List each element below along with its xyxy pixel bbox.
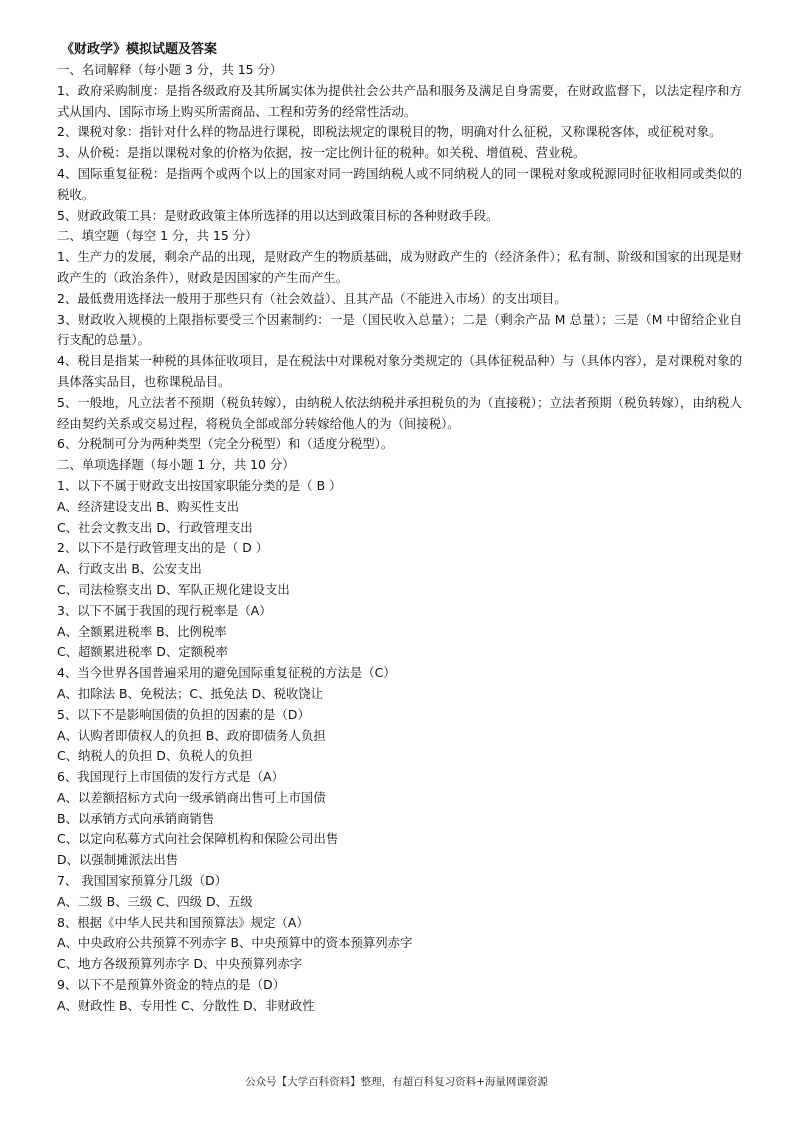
question-text: 9、以下不是预算外资金的特点的是（D） xyxy=(57,977,286,993)
question-options: C、地方各级预算列赤字 D、中央预算列赤字 xyxy=(57,956,303,972)
question-text: 2、以下不是行政管理支出的是（ D ） xyxy=(57,540,269,556)
definition-item: 1、政府采购制度：是指各级政府及其所属实体为提供社会公共产品和服务及满足自身需要，在财政监督下，以法定程序和方式从国内、国际市场上购买所需商品、工程和劳务的经常性活动。 xyxy=(57,82,742,119)
document-body xyxy=(57,40,742,1017)
fill-in-item: 6、分税制可分为两种类型（完全分税型）和（适度分税型）。 xyxy=(57,436,394,452)
question-options: B、以承销方式向承销商销售 xyxy=(57,810,215,826)
section-heading-definitions: 一、名词解释（每小题 3 分，共 15 分） xyxy=(57,62,283,77)
question-options: A、认购者即债权人的负担 B、政府即债务人负担 xyxy=(57,727,326,743)
question-options: A、行政支出 B、公安支出 xyxy=(57,561,202,577)
question-options: C、社会文教支出 D、行政管理支出 xyxy=(57,519,253,535)
document-title: 《财政学》模拟试题及答案 xyxy=(61,42,218,57)
question-options: A、全额累进税率 B、比例税率 xyxy=(57,623,227,639)
question-text: 8、根据《中华人民共和国预算法》规定（A） xyxy=(57,914,309,930)
question-options: A、二级 B、三级 C、四级 D、五级 xyxy=(57,893,253,909)
question-options: A、以差额招标方式向一级承销商出售可上市国债 xyxy=(57,789,326,805)
question-text: 4、当今世界各国普遍采用的避免国际重复征税的方法是（C） xyxy=(57,665,396,681)
question-options: C、纳税人的负担 D、负税人的负担 xyxy=(57,748,253,764)
question-text: 1、以下不属于财政支出按国家职能分类的是（ B ） xyxy=(57,477,342,493)
question-options: A、经济建设支出 B、购买性支出 xyxy=(57,498,239,514)
section-heading-single-choice: 二、单项选择题（每小题 1 分，共 10 分） xyxy=(57,457,295,473)
question-text: 6、我国现行上市国债的发行方式是（A） xyxy=(57,769,284,785)
question-text: 7、 我国国家预算分几级（D） xyxy=(57,873,228,889)
definition-item: 2、课税对象：指针对什么样的物品进行课税，即税法规定的课税目的物，明确对什么征税，又称课税客体，或征税对象。 xyxy=(57,124,722,140)
fill-in-item: 2、最低费用选择法一般用于那些只有（社会效益）、且其产品（不能进入市场）的支出项目。 xyxy=(57,290,567,306)
page-footer: 公众号【大学百科资料】整理，有超百科复习资料+海量网课资源 xyxy=(245,1076,548,1088)
definition-item: 4、国际重复征税：是指两个或两个以上的国家对同一跨国纳税人或不同纳税人的同一课税对象或税源同时征收相同或类似的税收。 xyxy=(57,165,742,202)
definition-item: 3、从价税：是指以课税对象的价格为依据，按一定比例计征的税种。如关税、增值税、营业税。 xyxy=(57,145,586,161)
definition-item: 5、财政政策工具：是财政政策主体所选择的用以达到政策目标的各种财政手段。 xyxy=(57,207,499,223)
fill-in-item: 3、财政收入规模的上限指标要受三个因素制约：一是（国民收入总量）；二是（剩余产品 M 总量）；三是（M 中留给企业自行支配的总量）。 xyxy=(57,311,742,348)
question-options: C、以定向私募方式向社会保障机构和保险公司出售 xyxy=(57,831,339,847)
question-text: 5、以下不是影响国债的负担的因素的是（D） xyxy=(57,706,310,722)
fill-in-item: 4、税目是指某一种税的具体征收项目，是在税法中对课税对象分类规定的（具体征税品种）与（具体内容），是对课税对象的具体落实品目，也称课税品目。 xyxy=(57,353,742,389)
question-text: 3、以下不属于我国的现行税率是（A） xyxy=(57,602,272,618)
question-options: C、司法检察支出 D、军队正规化建设支出 xyxy=(57,581,290,597)
question-options: A、中央政府公共预算不列赤字 B、中央预算中的资本预算列赤字 xyxy=(57,935,413,951)
question-options: D、以强制摊派法出售 xyxy=(57,852,179,868)
question-options: A、财政性 B、专用性 C、分散性 D、非财政性 xyxy=(57,997,315,1013)
question-options: C、超额累进税率 D、定额税率 xyxy=(57,644,228,660)
fill-in-item: 1、生产力的发展，剩余产品的出现，是财政产生的物质基础，成为财政产生的（经济条件）；私有制、阶级和国家的出现是财政产生的（政治条件），财政是因国家的产生而产生。 xyxy=(57,249,742,285)
fill-in-item: 5、一般地，凡立法者不预期（税负转嫁），由纳税人依法纳税并承担税负的为（直接税）；立法者预期（税负转嫁），由纳税人经由契约关系或交易过程，将税负全部或部分转嫁给他人的为（间接税）。 xyxy=(57,394,742,431)
question-options: A、扣除法 B、免税法；C、抵免法 D、税收饶让 xyxy=(57,685,324,701)
section-heading-fill-in: 二、填空题（每空 1 分，共 15 分） xyxy=(57,228,258,244)
